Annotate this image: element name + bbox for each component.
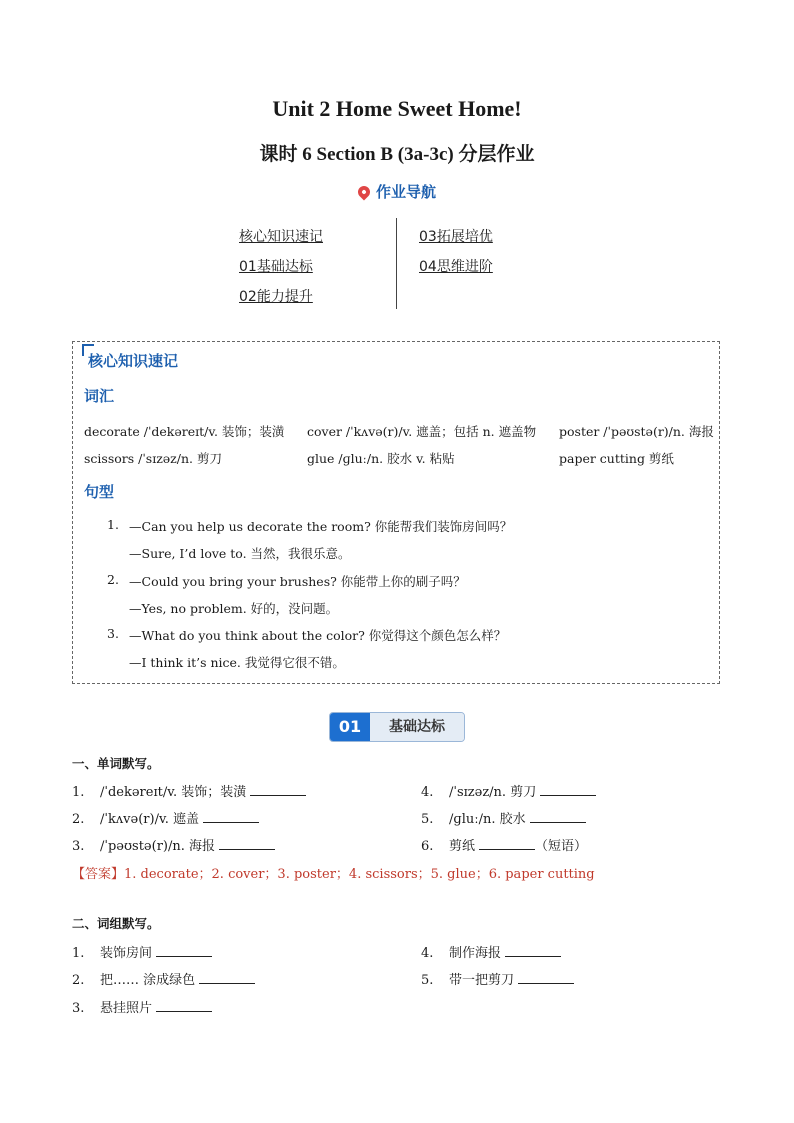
answer-blank[interactable]: [479, 839, 535, 850]
question-item: [421, 969, 574, 988]
answer-blank[interactable]: [250, 785, 306, 796]
sentence-number: 2.: [107, 572, 119, 587]
sentence-answer: —I think it’s nice. 我觉得它很不错。: [129, 655, 345, 670]
section-01-badge: [329, 712, 465, 742]
question-number: 1.: [72, 785, 85, 800]
question-text: /ˈkʌvə(r)/v. 遮盖: [100, 812, 200, 827]
question-text: /ˈsɪzəz/n. 剪刀: [449, 785, 537, 800]
question-text: /ˈdekəreɪt/v. 装饰；装潢: [100, 785, 247, 800]
answer-blank[interactable]: [203, 812, 259, 823]
location-pin-icon: [355, 184, 372, 201]
question-item: [421, 808, 586, 827]
answer-key: 【答案】1. decorate；2. cover；3. poster；4. scissors；5. glue；6. paper cutting: [72, 867, 595, 882]
question-text: 带一把剪刀: [449, 973, 515, 988]
nav-heading-label: 作业导航: [375, 183, 436, 201]
question-text: /ɡluː/n. 胶水: [449, 812, 526, 827]
question-item: [421, 835, 587, 854]
answer-blank[interactable]: [530, 812, 586, 823]
question-text: 把…… 涂成绿色: [100, 973, 196, 988]
question-number: 4.: [421, 785, 434, 800]
question-item: [72, 942, 212, 961]
question-number: 5.: [421, 812, 434, 827]
answer-blank[interactable]: [540, 785, 596, 796]
sentence-heading: 句型: [84, 483, 115, 501]
toc-link-core[interactable]: 核心知识速记: [239, 229, 323, 245]
toc-link-04[interactable]: 04思维进阶: [419, 259, 493, 275]
vocab-heading: 词汇: [84, 387, 115, 405]
vocab-item: scissors /ˈsɪzəz/n. 剪刀: [84, 451, 222, 466]
answer-blank[interactable]: [505, 946, 561, 957]
answer-blank[interactable]: [219, 839, 275, 850]
section-label: 基础达标: [370, 713, 464, 741]
answer-blank[interactable]: [199, 973, 255, 984]
question-item: [72, 835, 275, 854]
answer-blank[interactable]: [156, 946, 212, 957]
vocab-item: paper cutting 剪纸: [559, 451, 674, 466]
question-text: 制作海报: [449, 946, 502, 961]
sentence-question: —What do you think about the color? 你觉得这个颜色怎么样？: [129, 628, 507, 643]
question-number: 6.: [421, 839, 434, 854]
answer-blank[interactable]: [156, 1001, 212, 1012]
sentence-number: 1.: [107, 517, 119, 532]
sentence-question: —Could you bring your brushes? 你能带上你的刷子吗？: [129, 574, 466, 589]
question-number: 4.: [421, 946, 434, 961]
question-item: [421, 942, 561, 961]
vocab-item: glue /ɡluː/n. 胶水 v. 粘贴: [307, 451, 455, 466]
vocab-item: cover /ˈkʌvə(r)/v. 遮盖；包括 n. 遮盖物: [307, 424, 537, 439]
vocab-item: decorate /ˈdekəreɪt/v. 装饰；装潢: [84, 424, 285, 439]
document-title: Unit 2 Home Sweet Home!: [272, 96, 522, 121]
toc-link-03[interactable]: 03拓展培优: [419, 229, 493, 245]
question-text: /ˈpəʊstə(r)/n. 海报: [100, 839, 215, 854]
question-suffix: （短语）: [535, 839, 588, 854]
toc-divider: [396, 218, 397, 309]
section-number: 01: [330, 713, 370, 741]
question-number: 1.: [72, 946, 85, 961]
answer-blank[interactable]: [518, 973, 574, 984]
sentence-answer: —Sure, I’d love to. 当然，我很乐意。: [129, 546, 351, 561]
toc-link-01[interactable]: 01基础达标: [239, 259, 313, 275]
sentence-answer: —Yes, no problem. 好的，没问题。: [129, 601, 339, 616]
question-text: 剪纸: [449, 839, 476, 854]
question-number: 2.: [72, 812, 85, 827]
part1-heading: 一、单词默写。: [72, 756, 160, 771]
sentence-question: —Can you help us decorate the room? 你能帮我们装饰房间吗？: [129, 519, 513, 534]
toc-link-02[interactable]: 02能力提升: [239, 289, 313, 305]
question-text: 悬挂照片: [100, 1001, 153, 1016]
core-knowledge-heading: 核心知识速记: [88, 352, 179, 370]
question-number: 3.: [72, 839, 85, 854]
question-number: 5.: [421, 973, 434, 988]
part2-heading: 二、词组默写。: [72, 916, 160, 931]
question-item: [72, 808, 259, 827]
document-subtitle: 课时 6 Section B (3a-3c) 分层作业: [259, 144, 535, 165]
sentence-number: 3.: [107, 626, 119, 641]
vocab-item: poster /ˈpəʊstə(r)/n. 海报: [559, 424, 714, 439]
question-item: [72, 997, 212, 1016]
question-number: 2.: [72, 973, 85, 988]
nav-heading: [0, 181, 794, 202]
question-item: [72, 781, 306, 800]
question-item: [421, 781, 596, 800]
question-number: 3.: [72, 1001, 85, 1016]
question-text: 装饰房间: [100, 946, 153, 961]
question-item: [72, 969, 255, 988]
